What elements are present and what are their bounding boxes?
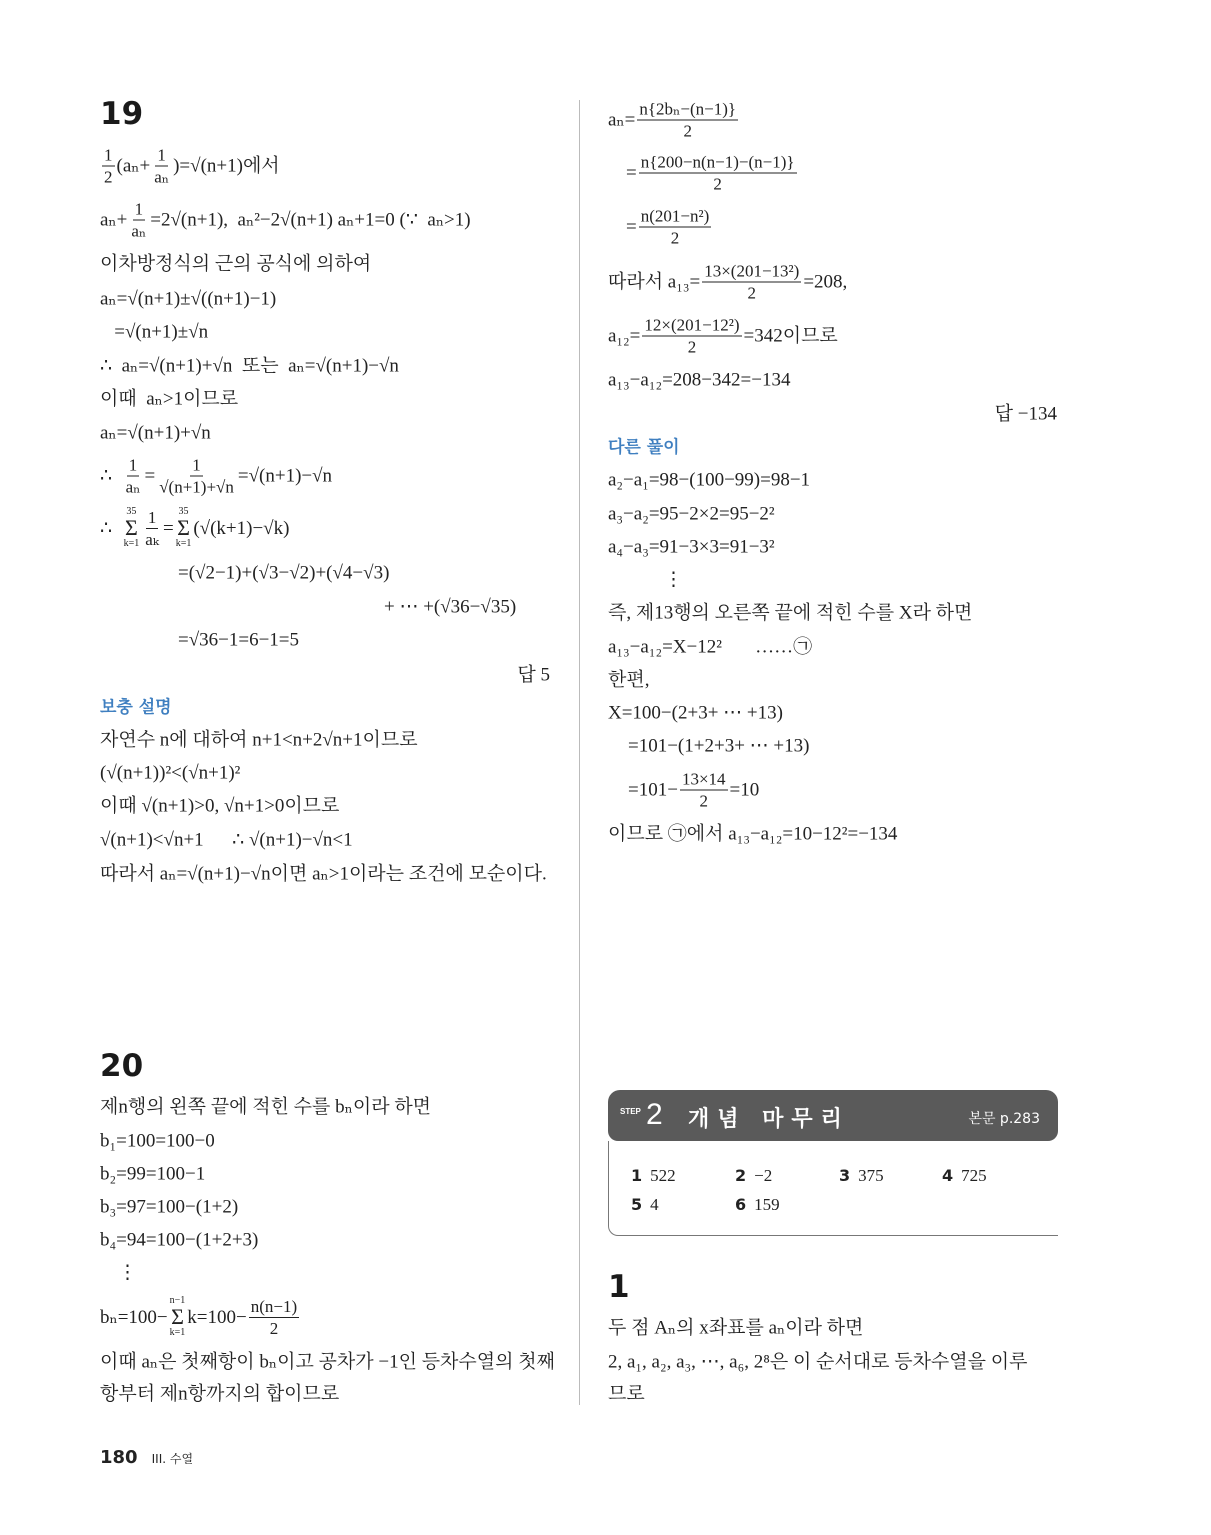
denominator: 2 (713, 174, 722, 194)
math-line (118, 1264, 137, 1283)
sum-lower: k=1 (175, 538, 192, 549)
math-line (100, 323, 208, 342)
fraction (129, 201, 148, 240)
text-run: 제n행의 왼쪽 끝에 적힌 수를 bₙ이라 하면 (100, 1096, 432, 1118)
math-line (100, 731, 418, 750)
text-run: (√(k+1)−√k) (193, 517, 290, 539)
math-line (628, 771, 759, 810)
text-run: 2, a₁, a₂, a₃, ⋯, a₆, 2⁸은 이 순서대로 등차수열을 이루 (608, 1351, 1028, 1373)
math-line (608, 371, 790, 390)
text-run: =(√2−1)+(√3−√2)+(√4−√3) (178, 562, 390, 584)
text-run: a₄−a₃=91−3×3=91−3² (608, 536, 775, 558)
text-run: (aₙ+ (116, 155, 151, 177)
problem-number-20: 20 (100, 1048, 144, 1084)
numerator: 1 (157, 145, 166, 165)
answer-item: 6 159 (735, 1195, 780, 1214)
math-line (100, 1385, 339, 1404)
answer-19: 답 5 (517, 664, 550, 686)
answer-20: 답 −134 (994, 403, 1057, 425)
text-run: 이차방정식의 근의 공식에 의하여 (100, 253, 372, 275)
text-run: = (162, 517, 174, 539)
math-line (608, 704, 783, 723)
math-line (608, 604, 972, 623)
alt-solution-title: 다른 풀이 (608, 437, 680, 458)
math-line (608, 1353, 1027, 1372)
answer-item: 2 −2 (735, 1166, 773, 1185)
note-title: 보충 설명 (100, 697, 172, 718)
denominator: 2 (747, 283, 757, 303)
step2-answers (608, 1141, 1058, 1236)
text-run: ⋮ (664, 569, 683, 591)
denominator: aₖ (145, 529, 159, 549)
text-run: √(n+1)<√n+1 ∴ √(n+1)−√n<1 (100, 829, 353, 851)
sigma-icon: Σ (177, 515, 190, 540)
text-run: =208, (803, 271, 848, 293)
summation (176, 507, 192, 549)
denominator: 2 (699, 791, 708, 811)
fraction (637, 101, 738, 140)
step2-header (608, 1090, 1058, 1141)
numerator: 1 (104, 145, 113, 165)
numerator: 13×14 (681, 769, 726, 789)
text-run: 자연수 n에 대하여 n+1<n+2√n+1이므로 (100, 729, 418, 751)
math-line (100, 357, 399, 376)
text-run: =√36−1=6−1=5 (178, 629, 300, 651)
math-line (608, 471, 810, 490)
text-run: ⋮ (118, 1262, 137, 1284)
text-run: a₃−a₂=95−2×2=95−2² (608, 503, 775, 525)
text-run: 즉, 제13행의 오른쪽 끝에 적힌 수를 X라 하면 (608, 602, 973, 624)
math-line (608, 538, 775, 557)
math-line (608, 671, 649, 690)
answer-item: 5 4 (631, 1195, 659, 1214)
math-line (100, 764, 240, 783)
math-line (100, 457, 332, 496)
text-run: + ⋯ +(√36−√35) (384, 596, 517, 618)
math-line (100, 390, 238, 409)
text-run: = (144, 465, 156, 487)
fraction (152, 147, 171, 186)
math-line (100, 1231, 258, 1250)
math-line (100, 1132, 215, 1151)
text-run: aₙ+ (100, 209, 128, 231)
text-run: k=100− (187, 1306, 247, 1328)
sum-lower: k=1 (123, 538, 140, 549)
numerator: n{200−n(n−1)−(n−1)} (640, 152, 795, 172)
math-line (100, 797, 339, 816)
text-run: ∴ (100, 465, 122, 487)
math-line (608, 505, 775, 524)
numerator: 1 (192, 455, 201, 475)
sum-upper: n−1 (169, 1295, 186, 1306)
text-run: a₁₂= (608, 325, 641, 347)
denominator: √(n+1)+√n (159, 477, 234, 497)
text-run: 따라서 aₙ=√(n+1)−√n이면 aₙ>1이라는 조건에 모순이다. (100, 863, 547, 885)
fraction (702, 263, 801, 302)
summation (124, 507, 140, 549)
step-title: 개념 마무리 (688, 1107, 850, 1132)
text-run: =101− (628, 779, 678, 801)
text-run: =√(n+1)±√n (100, 321, 209, 343)
text-run: a₂−a₁=98−(100−99)=98−1 (608, 469, 811, 491)
text-run: 이때 aₙ은 첫째항이 bₙ이고 공차가 −1인 등차수열의 첫째 (100, 1351, 555, 1373)
math-line (100, 1353, 555, 1372)
text-run: 두 점 Aₙ의 x좌표를 aₙ이라 하면 (608, 1317, 864, 1339)
math-line (100, 424, 211, 443)
fraction (124, 457, 143, 496)
text-run: b₃=97=100−(1+2) (100, 1196, 239, 1218)
text-run: =√(n+1)−√n (237, 465, 333, 487)
text-run: =10 (729, 779, 760, 801)
fraction (249, 1298, 299, 1337)
math-line (608, 317, 838, 356)
text-run: b₄=94=100−(1+2+3) (100, 1229, 259, 1251)
math-line (608, 825, 897, 844)
math-line (100, 290, 276, 309)
text-run: aₙ=√(n+1)+√n (100, 422, 211, 444)
math-line (100, 1198, 238, 1217)
math-line (100, 1098, 431, 1117)
math-line (608, 1319, 863, 1338)
numerator: n(n−1) (250, 1296, 298, 1316)
numerator: n{2bₙ−(n−1)} (639, 99, 737, 119)
math-line (100, 865, 547, 884)
text-run: 이때 √(n+1)>0, √n+1>0이므로 (100, 795, 340, 817)
text-run: aₙ= (608, 109, 636, 131)
text-run: = (626, 162, 637, 184)
math-line (628, 737, 809, 756)
text-run: a₁₃−a₁₂=X−12² ……㉠ (608, 636, 813, 658)
answer-item: 4 725 (942, 1166, 987, 1185)
math-line (100, 201, 471, 240)
math-line (100, 1296, 301, 1338)
sigma-icon: Σ (125, 515, 138, 540)
text-run: =2√(n+1), aₙ²−2√(n+1) aₙ+1=0 (∵ aₙ>1) (150, 209, 471, 231)
problem-number-19: 19 (100, 96, 144, 132)
column-divider (579, 100, 580, 1405)
math-line (608, 263, 847, 302)
text-run: 이므로 ㉠에서 a₁₃−a₁₂=10−12²=−134 (608, 823, 898, 845)
math-line (608, 101, 740, 140)
denominator: aₙ (154, 167, 170, 187)
denominator: 2 (104, 167, 113, 187)
math-line (100, 831, 353, 850)
text-run: b₂=99=100−1 (100, 1163, 206, 1185)
numerator: 1 (147, 507, 157, 527)
sigma-icon: Σ (171, 1304, 184, 1329)
answer-item: 3 375 (839, 1166, 884, 1185)
fraction (143, 509, 161, 548)
math-line (100, 147, 280, 186)
fraction (157, 457, 236, 496)
fraction (102, 147, 115, 186)
fraction (639, 208, 712, 247)
text-run: =101−(1+2+3+ ⋯ +13) (628, 735, 810, 757)
math-line (608, 1385, 645, 1404)
math-line (100, 1165, 205, 1184)
problem-number-1: 1 (608, 1269, 630, 1305)
denominator: aₙ (125, 477, 141, 497)
numerator: 1 (134, 199, 144, 219)
math-line (100, 255, 371, 274)
text-run: b₁=100=100−0 (100, 1130, 215, 1152)
text-run: = (626, 216, 637, 238)
math-line (100, 507, 289, 549)
denominator: 2 (687, 337, 697, 357)
text-run: 이때 aₙ>1이므로 (100, 388, 239, 410)
denominator: aₙ (131, 221, 147, 241)
sum-upper: 35 (126, 506, 137, 517)
text-run: 므로 (608, 1383, 645, 1405)
numerator: 13×(201−13²) (704, 261, 800, 281)
text-run: ∴ aₙ=√(n+1)+√n 또는 aₙ=√(n+1)−√n (100, 355, 399, 377)
text-run: X=100−(2+3+ ⋯ +13) (608, 702, 783, 724)
fraction (642, 317, 741, 356)
fraction (639, 154, 797, 193)
text-run: ∴ (100, 517, 122, 539)
math-line (626, 208, 713, 247)
answer-item: 1 522 (631, 1166, 676, 1185)
math-line (178, 564, 389, 583)
page-footer (100, 1446, 193, 1468)
text-run: aₙ=√(n+1)±√((n+1)−1) (100, 288, 277, 310)
step-number: 2 (646, 1098, 663, 1131)
summation (170, 1296, 186, 1338)
text-run: bₙ=100− (100, 1306, 168, 1328)
step-label: STEP (620, 1107, 641, 1116)
text-run: (√(n+1))²<(√n+1)² (100, 762, 241, 784)
text-run: =342이므로 (743, 325, 838, 347)
step-page-reference: 본문 p.283 (968, 1111, 1040, 1127)
math-line (384, 598, 516, 617)
text-run: 항부터 제n항까지의 합이므로 (100, 1383, 340, 1405)
math-line (178, 631, 299, 650)
denominator: 2 (269, 1318, 279, 1338)
numerator: n(201−n²) (640, 206, 710, 226)
numerator: 12×(201−12²) (644, 315, 740, 335)
fraction (680, 771, 728, 810)
text-run: )=√(n+1)에서 (173, 155, 280, 177)
denominator: 2 (670, 228, 680, 248)
text-run: a₁₃−a₁₂=208−342=−134 (608, 369, 791, 391)
sum-lower: k=1 (169, 1327, 186, 1338)
math-line (626, 154, 799, 193)
text-run: 따라서 a₁₃= (608, 271, 701, 293)
denominator: 2 (683, 121, 692, 141)
section-name: III. 수열 (151, 1452, 194, 1466)
sum-upper: 35 (178, 506, 189, 517)
text-run: 한편, (608, 669, 650, 691)
math-line (608, 638, 812, 657)
numerator: 1 (128, 455, 138, 475)
math-line (664, 571, 683, 590)
page-number: 180 (100, 1447, 138, 1468)
